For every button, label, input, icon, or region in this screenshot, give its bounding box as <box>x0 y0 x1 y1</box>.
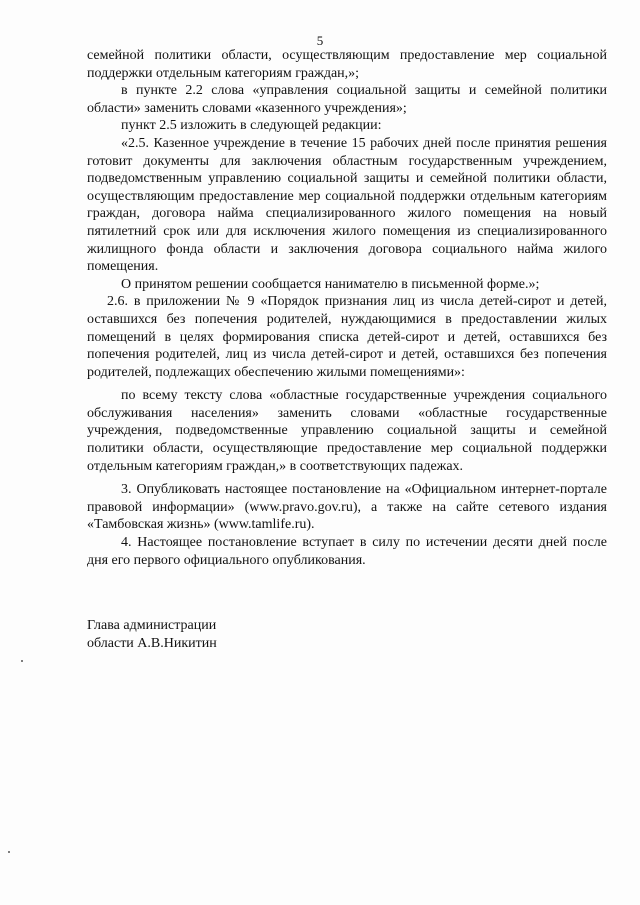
paragraph-effective-date: 4. Настоящее постановление вступает в силу по истечении десяти дней после дня его первого официального опубликования. <box>87 535 607 568</box>
paragraph-item-2-5-text: «2.5. Казенное учреждение в течение 15 рабочих дней после принятия решения готовит документы для заключения областным государственным учреждением, подведомственным управлению социальной защиты и семейной политики области, осуществляющим предоставление мер социальной поддержки отдельным категориям граждан, договора найма специализированного жилого помещения на новый пятилетний срок или для исключения жилого помещения из специализированного жилищного фонда области и заключения договора социального найма жилого помещения. <box>87 135 607 275</box>
scan-speck <box>21 660 23 662</box>
signature-title: Глава администрации <box>87 618 217 633</box>
paragraph-notification: О принятом решении сообщается нанимателю в письменной форме.»; <box>121 276 540 292</box>
paragraph-publication: 3. Опубликовать настоящее постановление на «Официальном интернет-портале правовой информации» (www.pravo.gov.ru), а также на сайте сетевого издания «Тамбовская жизнь» (www.tamlife.ru). <box>87 482 607 533</box>
paragraph-item-2-5-intro: пункт 2.5 изложить в следующей редакции: <box>121 118 382 134</box>
paragraph-item-2-2: в пункте 2.2 слова «управления социальной защиты и семейной политики области» заменить словами «казенного учреждения»; <box>87 83 607 116</box>
document-body <box>87 47 607 569</box>
signature-name: области А.В.Никитин <box>87 635 217 651</box>
paragraph-replace-words: по всему тексту слова «областные государственные учреждения социального обслуживания населения» заменить словами «областные государственные учреждения, подведомственные управлению социальной защиты и семейной политики области, осуществляющие предоставление мер социальной поддержки отдельным категориям граждан,» в соответствующих падежах. <box>87 388 607 474</box>
paragraph-item-2-6: 2.6. в приложении № 9 «Порядок признания лиц из числа детей-сирот и детей, оставшихся без попечения родителей, нуждающимися в предоставлении жилых помещений в целях формирования списка детей-сирот и детей, оставшихся без попечения родителей, лиц из числа детей-сирот и детей, оставшихся без попечения родителей, подлежащих обеспечению жилыми помещениями»: <box>87 294 607 380</box>
signature-block <box>87 617 217 652</box>
page-number: 5 <box>316 33 324 48</box>
scan-speck <box>8 851 10 853</box>
paragraph-continuation: семейной политики области, осуществляющим предоставление мер социальной поддержки отдельным категориям граждан,»; <box>87 48 607 81</box>
